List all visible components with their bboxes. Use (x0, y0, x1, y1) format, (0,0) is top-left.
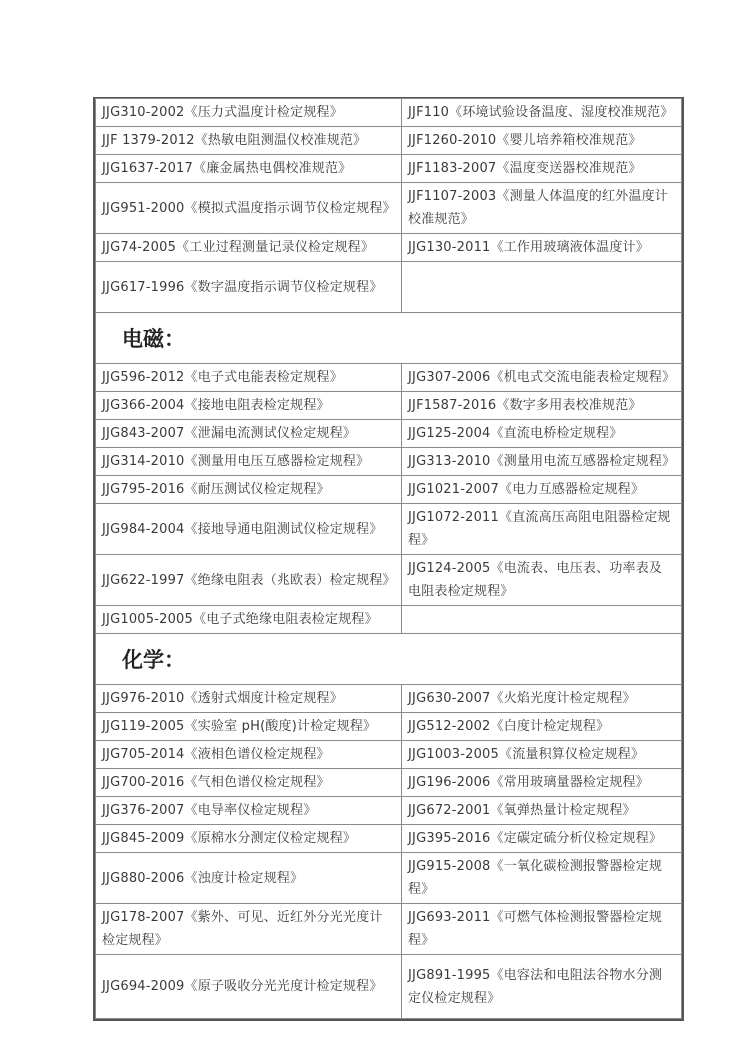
table-cell: JJG178-2007《紫外、可见、近红外分光光度计检定规程》 (96, 904, 402, 955)
table-cell: JJG700-2016《气相色谱仪检定规程》 (96, 769, 402, 797)
table-row (96, 769, 682, 797)
table-cell: JJF1107-2003《测量人体温度的红外温度计校准规范》 (402, 183, 682, 234)
table-cell: JJG976-2010《透射式烟度计检定规程》 (96, 685, 402, 713)
table-cell: JJG124-2005《电流表、电压表、功率表及电阻表检定规程》 (402, 555, 682, 606)
table-cell: JJG630-2007《火焰光度计检定规程》 (402, 685, 682, 713)
table-row (96, 234, 682, 262)
table-cell: JJG307-2006《机电式交流电能表检定规程》 (402, 364, 682, 392)
table-cell: JJG596-2012《电子式电能表检定规程》 (96, 364, 402, 392)
table-cell: JJG130-2011《工作用玻璃液体温度计》 (402, 234, 682, 262)
section-heading-chemistry: 化学： (95, 634, 682, 684)
table-cell: JJG1003-2005《流量积算仪检定规程》 (402, 741, 682, 769)
table-row (96, 825, 682, 853)
table-cell: JJF1587-2016《数字多用表校准规范》 (402, 392, 682, 420)
chemistry-table (95, 684, 682, 1019)
table-row (96, 262, 682, 313)
table-row (96, 99, 682, 127)
table-row (96, 685, 682, 713)
temperature-table (95, 98, 682, 313)
table-row (96, 555, 682, 606)
table-cell: JJG694-2009《原子吸收分光光度计检定规程》 (96, 955, 402, 1019)
table-cell: JJG366-2004《接地电阻表检定规程》 (96, 392, 402, 420)
table-row (96, 448, 682, 476)
table-row (96, 741, 682, 769)
bottom-rule (95, 1019, 682, 1021)
table-row (96, 476, 682, 504)
table-row (96, 155, 682, 183)
table-cell: JJG310-2002《压力式温度计检定规程》 (96, 99, 402, 127)
table-row (96, 606, 682, 634)
table-row (96, 183, 682, 234)
section-heading-electric: 电磁： (95, 313, 682, 363)
table-cell: JJF110《环境试验设备温度、湿度校准规范》 (402, 99, 682, 127)
table-cell: JJG1005-2005《电子式绝缘电阻表检定规程》 (96, 606, 402, 634)
table-cell: JJG843-2007《泄漏电流测试仪检定规程》 (96, 420, 402, 448)
table-cell: JJG1021-2007《电力互感器检定规程》 (402, 476, 682, 504)
table-cell: JJG672-2001《氧弹热量计检定规程》 (402, 797, 682, 825)
table-cell: JJG705-2014《液相色谱仪检定规程》 (96, 741, 402, 769)
table-cell: JJG622-1997《绝缘电阻表（兆欧表）检定规程》 (96, 555, 402, 606)
table-cell (402, 606, 682, 634)
table-row (96, 797, 682, 825)
electric-table (95, 363, 682, 634)
standards-sheet (93, 98, 684, 1021)
table-cell: JJG196-2006《常用玻璃量器检定规程》 (402, 769, 682, 797)
table-cell: JJG125-2004《直流电桥检定规程》 (402, 420, 682, 448)
table-cell: JJG795-2016《耐压测试仪检定规程》 (96, 476, 402, 504)
table-cell: JJG951-2000《模拟式温度指示调节仪检定规程》 (96, 183, 402, 234)
table-row (96, 364, 682, 392)
table-cell: JJG617-1996《数字温度指示调节仪检定规程》 (96, 262, 402, 313)
table-cell: JJG313-2010《测量用电流互感器检定规程》 (402, 448, 682, 476)
table-cell: JJF1183-2007《温度变送器校准规范》 (402, 155, 682, 183)
table-cell: JJG891-1995《电容法和电阻法谷物水分测定仪检定规程》 (402, 955, 682, 1019)
table-row (96, 392, 682, 420)
table-row (96, 127, 682, 155)
table-cell: JJG512-2002《白度计检定规程》 (402, 713, 682, 741)
table-cell: JJG693-2011《可燃气体检测报警器检定规程》 (402, 904, 682, 955)
table-cell: JJG915-2008《一氧化碳检测报警器检定规程》 (402, 853, 682, 904)
table-row (96, 420, 682, 448)
table-cell: JJG314-2010《测量用电压互感器检定规程》 (96, 448, 402, 476)
table-row (96, 955, 682, 1019)
table-row (96, 713, 682, 741)
table-cell: JJG984-2004《接地导通电阻测试仪检定规程》 (96, 504, 402, 555)
table-cell (402, 262, 682, 313)
table-row (96, 504, 682, 555)
table-cell: JJF1260-2010《婴儿培养箱校准规范》 (402, 127, 682, 155)
table-cell: JJG376-2007《电导率仪检定规程》 (96, 797, 402, 825)
table-cell: JJG845-2009《原棉水分测定仪检定规程》 (96, 825, 402, 853)
table-cell: JJG880-2006《浊度计检定规程》 (96, 853, 402, 904)
table-row (96, 904, 682, 955)
table-cell: JJF 1379-2012《热敏电阻测温仪校准规范》 (96, 127, 402, 155)
table-cell: JJG1072-2011《直流高压高阻电阻器检定规程》 (402, 504, 682, 555)
table-cell: JJG119-2005《实验室 pH(酸度)计检定规程》 (96, 713, 402, 741)
table-cell: JJG395-2016《定碳定硫分析仪检定规程》 (402, 825, 682, 853)
table-cell: JJG74-2005《工业过程测量记录仪检定规程》 (96, 234, 402, 262)
table-cell: JJG1637-2017《廉金属热电偶校准规范》 (96, 155, 402, 183)
table-row (96, 853, 682, 904)
